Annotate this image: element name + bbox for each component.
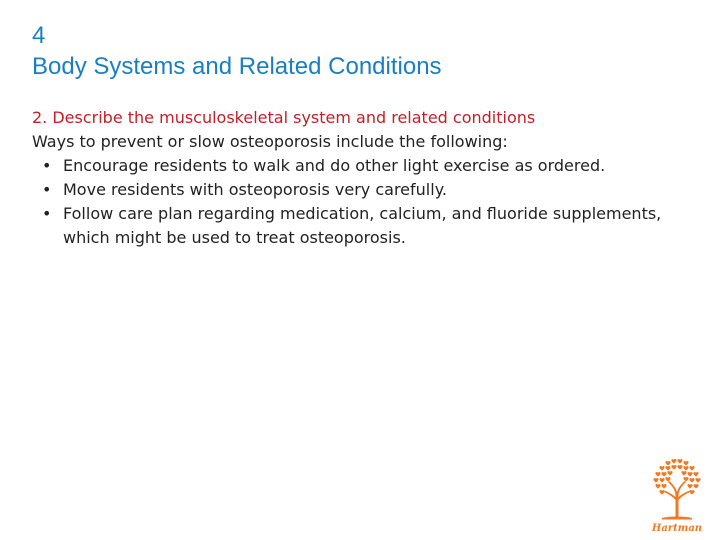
chapter-title: Body Systems and Related Conditions bbox=[32, 53, 442, 80]
bullet-dot: • bbox=[42, 180, 52, 199]
slide-body bbox=[32, 106, 692, 250]
bullet-text: Move residents with osteoporosis very carefully. bbox=[63, 180, 447, 199]
chapter-number: 4 bbox=[32, 22, 46, 49]
bullet-item bbox=[32, 154, 692, 178]
bullet-dot: • bbox=[42, 156, 52, 175]
bullet-item bbox=[32, 202, 692, 250]
heart-tree-icon bbox=[653, 459, 700, 520]
bullet-text: Follow care plan regarding medication, calcium, and fluoride supplements, which might be used to treat osteoporosis. bbox=[63, 204, 662, 247]
logo-text: Hartman bbox=[651, 523, 703, 534]
hartman-logo bbox=[644, 456, 710, 534]
bullet-item bbox=[32, 178, 692, 202]
learning-objective: 2. Describe the musculoskeletal system and related conditions bbox=[32, 108, 536, 127]
bullet-dot: • bbox=[42, 204, 52, 223]
intro-text: Ways to prevent or slow osteoporosis include the following: bbox=[32, 132, 508, 151]
bullet-text: Encourage residents to walk and do other light exercise as ordered. bbox=[63, 156, 606, 175]
bullet-list bbox=[32, 154, 692, 250]
slide-title bbox=[32, 20, 442, 82]
